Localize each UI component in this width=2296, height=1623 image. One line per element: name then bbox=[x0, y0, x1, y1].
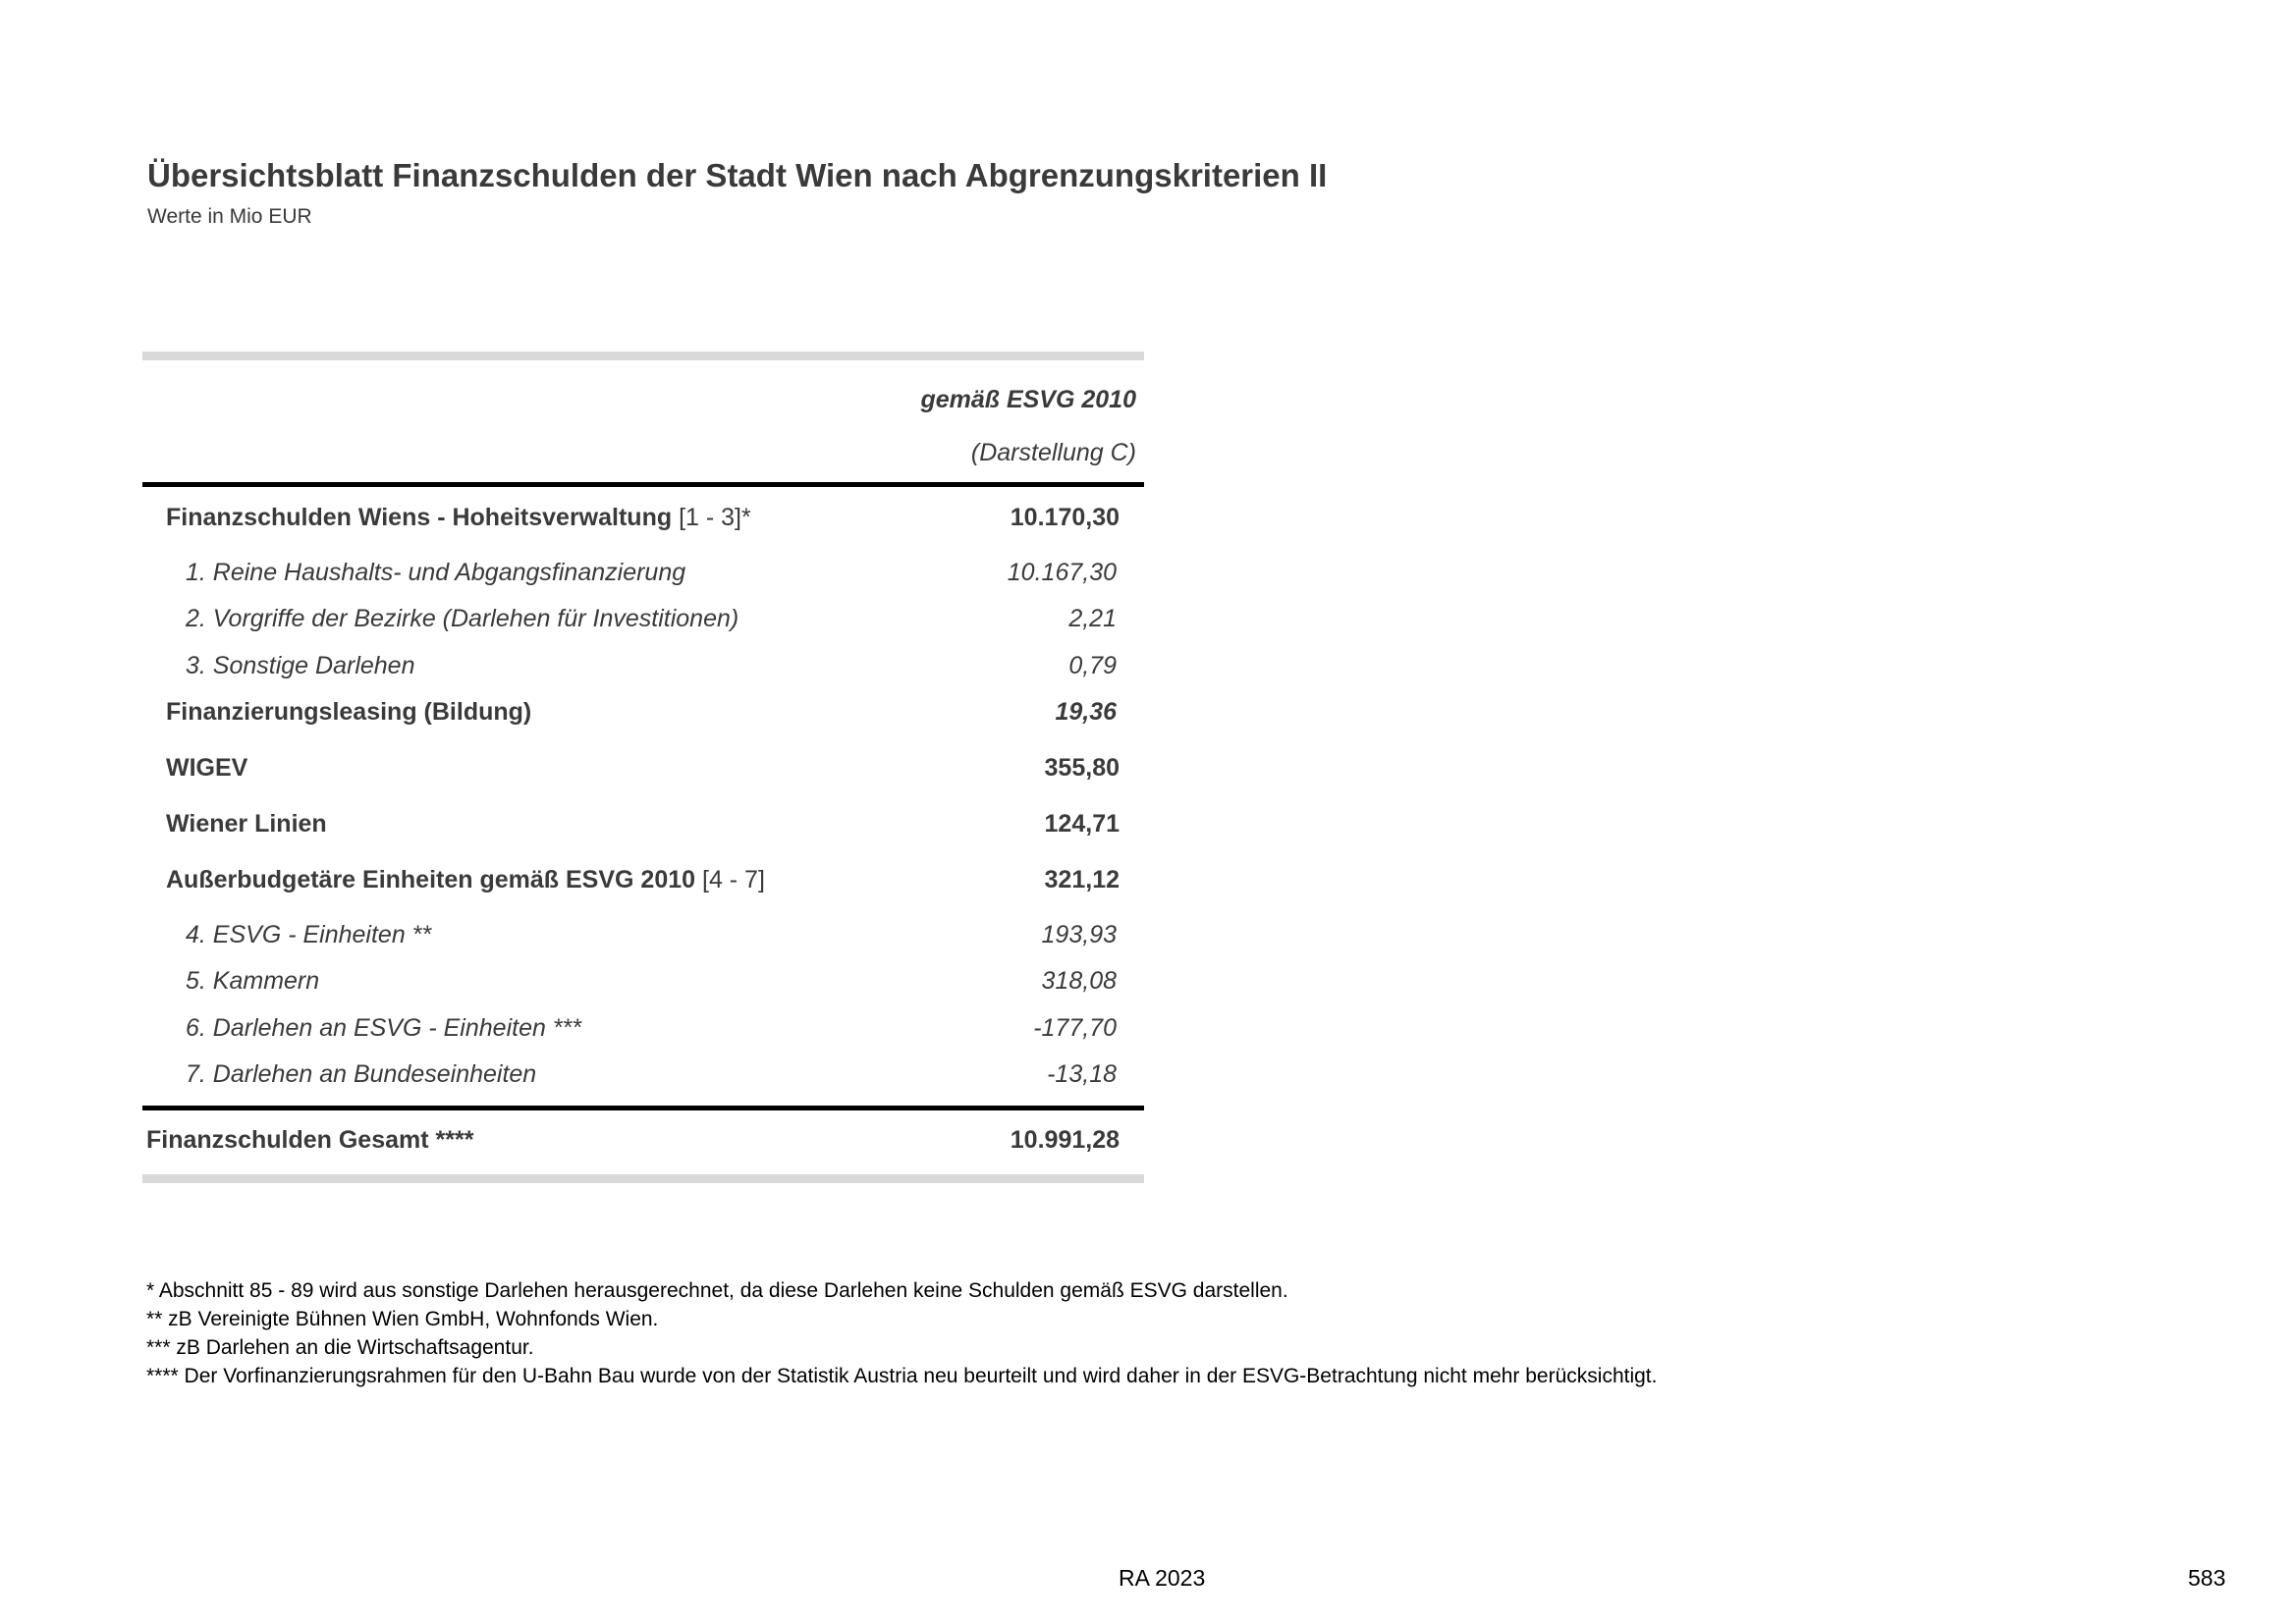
header-divider bbox=[142, 482, 1144, 487]
footnotes bbox=[146, 1276, 1657, 1390]
row-label: 3. Sonstige Darlehen bbox=[186, 652, 415, 679]
row-label: Finanzierungsleasing (Bildung) bbox=[166, 698, 532, 726]
column-header-esvg: gemäß ESVG 2010 bbox=[920, 386, 1136, 413]
table-top-bar bbox=[142, 352, 1144, 360]
total-label: Finanzschulden Gesamt **** bbox=[146, 1126, 474, 1154]
page-number: 583 bbox=[2188, 1565, 2226, 1591]
row-value: 321,12 bbox=[1044, 866, 1120, 893]
row-value: 193,93 bbox=[1041, 921, 1117, 948]
page-title: Übersichtsblatt Finanzschulden der Stadt Wien nach Abgrenzungskriterien II bbox=[147, 157, 1328, 193]
row-label: 2. Vorgriffe der Bezirke (Darlehen für Investitionen) bbox=[186, 605, 739, 632]
row-label: Außerbudgetäre Einheiten gemäß ESVG 2010 [4 - 7] bbox=[166, 866, 765, 893]
page-subtitle: Werte in Mio EUR bbox=[147, 205, 312, 228]
row-label: 6. Darlehen an ESVG - Einheiten *** bbox=[186, 1014, 582, 1042]
footnote: ** zB Vereinigte Bühnen Wien GmbH, Wohnfonds Wien. bbox=[146, 1308, 659, 1330]
row-value: 2,21 bbox=[1068, 605, 1117, 632]
row-label: Wiener Linien bbox=[166, 810, 327, 838]
row-label: 5. Kammern bbox=[186, 967, 320, 995]
table-bottom-bar bbox=[142, 1174, 1144, 1183]
footnote: **** Der Vorfinanzierungsrahmen für den U-Bahn Bau wurde von der Statistik Austria neu beurteilt und wird daher in der ESVG-Betrachtung nicht mehr berücksichtigt. bbox=[146, 1365, 1658, 1387]
footer-report-name: RA 2023 bbox=[1119, 1565, 1206, 1591]
row-value: 10.167,30 bbox=[1007, 559, 1117, 586]
footnote: * Abschnitt 85 - 89 wird aus sonstige Darlehen herausgerechnet, da diese Darlehen keine Schulden gemäß ESVG darstellen. bbox=[146, 1279, 1288, 1302]
row-value: -13,18 bbox=[1047, 1060, 1117, 1088]
row-value: -177,70 bbox=[1033, 1014, 1117, 1042]
row-label: 7. Darlehen an Bundeseinheiten bbox=[186, 1060, 537, 1088]
row-label: Finanzschulden Wiens - Hoheitsverwaltung [1 - 3]* bbox=[166, 504, 751, 531]
row-value: 318,08 bbox=[1041, 967, 1117, 995]
column-header-darstellung: (Darstellung C) bbox=[970, 439, 1136, 466]
total-value: 10.991,28 bbox=[1010, 1126, 1120, 1154]
row-value: 355,80 bbox=[1044, 754, 1120, 782]
row-label: WIGEV bbox=[166, 754, 248, 782]
row-value: 19,36 bbox=[1055, 698, 1117, 726]
row-label: 1. Reine Haushalts- und Abgangsfinanzierung bbox=[186, 559, 686, 586]
total-divider bbox=[142, 1106, 1144, 1110]
row-value: 124,71 bbox=[1044, 810, 1120, 838]
row-value: 0,79 bbox=[1068, 652, 1117, 679]
footnote: *** zB Darlehen an die Wirtschaftsagentur. bbox=[146, 1336, 534, 1359]
row-label: 4. ESVG - Einheiten ** bbox=[186, 921, 432, 948]
row-value: 10.170,30 bbox=[1010, 504, 1120, 531]
